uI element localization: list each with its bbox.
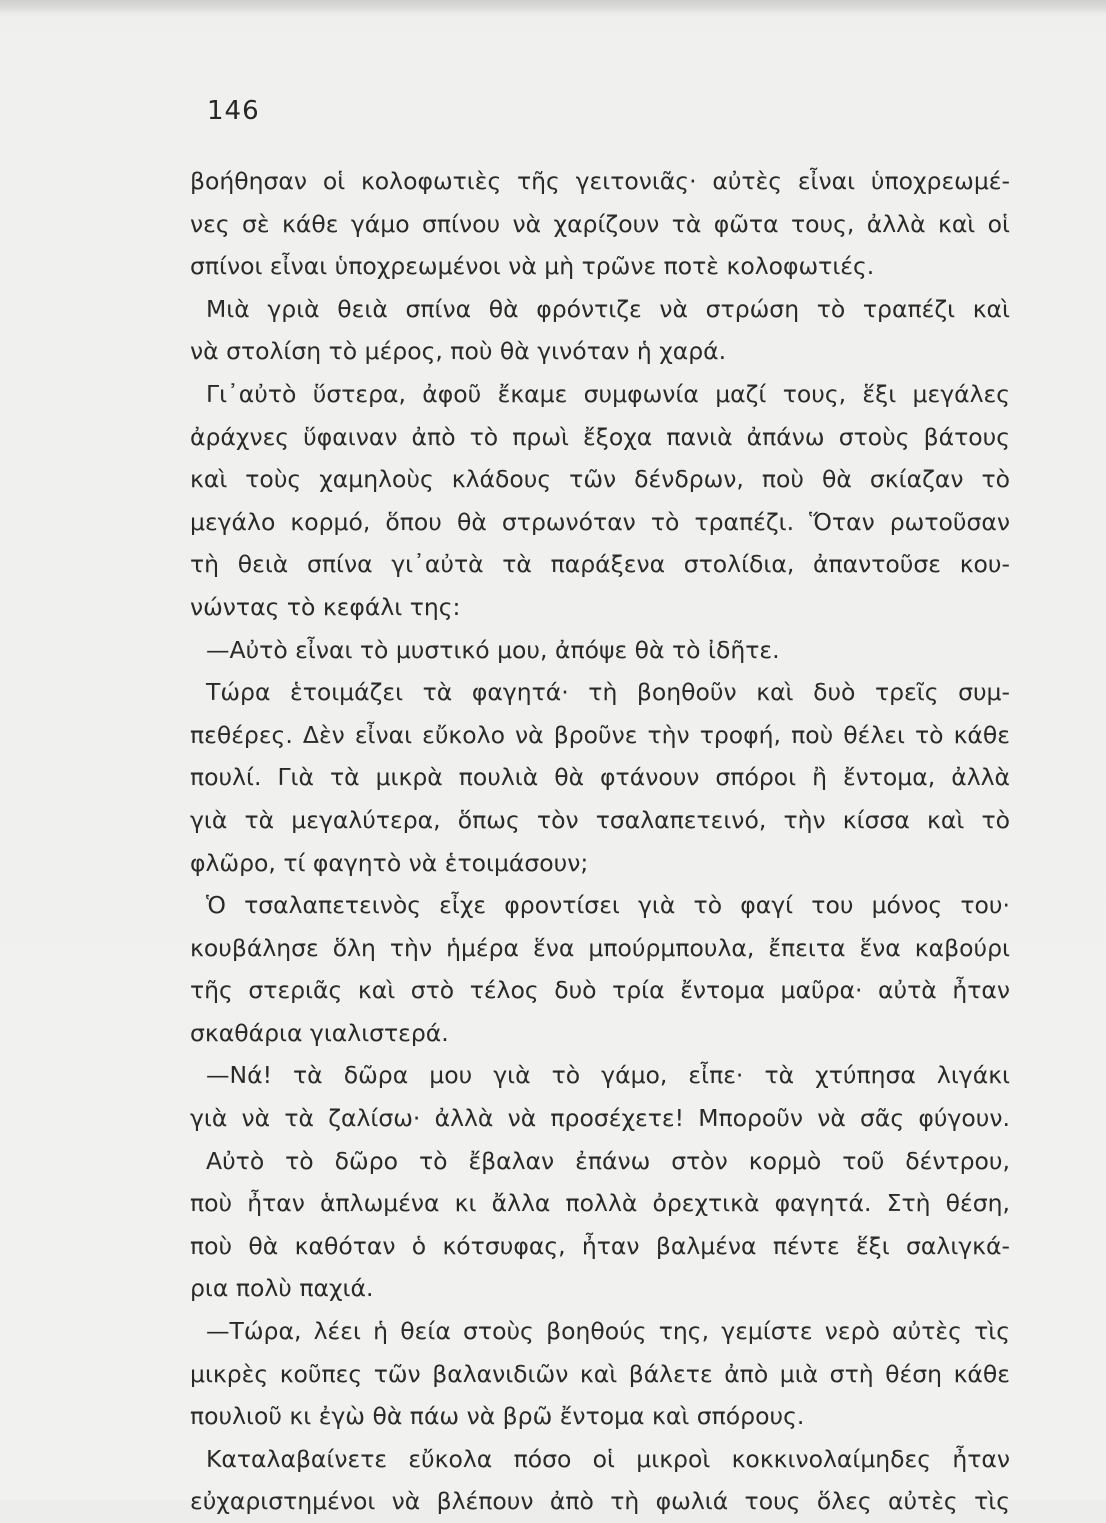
text-line: νες σὲ κάθε γάμο σπίνου νὰ χαρίζουν τὰ φῶτα τους, ἀλλὰ καὶ οἱ <box>190 209 1010 238</box>
text-line: ποὺ θὰ καθόταν ὁ κότσυφας, ἦταν βαλμένα πέντε ἕξι σαλιγκά- <box>190 1231 1010 1260</box>
text-line: ἀράχνες ὕφαιναν ἀπὸ τὸ πρωὶ ἔξοχα πανιὰ ἀπάνω στοὺς βάτους <box>190 422 1010 451</box>
body-text <box>190 160 1010 1523</box>
text-line: γιὰ νὰ τὰ ζαλίσω· ἀλλὰ νὰ προσέχετε! Μποροῦν νὰ σᾶς φύγουν. <box>190 1104 1010 1133</box>
text-line: κουβάλησε ὅλη τὴν ἡμέρα ἕνα μπούρμπουλα, ἔπειτα ἕνα καβούρι <box>190 933 1010 962</box>
text-line: —Αὐτὸ εἶναι τὸ μυστικό μου, ἀπόψε θὰ τὸ ἰδῆτε. <box>206 635 780 664</box>
text-line: Αὐτὸ τὸ δῶρο τὸ ἔβαλαν ἐπάνω στὸν κορμὸ τοῦ δέντρου, <box>206 1146 1010 1175</box>
text-line: τῆς στεριᾶς καὶ στὸ τέλος δυὸ τρία ἔντομα μαῦρα· αὐτὰ ἦταν <box>190 976 1010 1005</box>
text-line: Μιὰ γριὰ θειὰ σπίνα θὰ φρόντιζε νὰ στρώση τὸ τραπέζι καὶ <box>206 294 1010 323</box>
text-line: ποὺ ἦταν ἁπλωμένα κι ἄλλα πολλὰ ὀρεχτικὰ φαγητά. Στὴ θέση, <box>190 1189 1010 1218</box>
text-line: —Τώρα, λέει ἡ θεία στοὺς βοηθούς της, γεμίστε νερὸ αὐτὲς τὶς <box>206 1317 1010 1346</box>
text-line: μικρὲς κοῦπες τῶν βαλανιδιῶν καὶ βάλετε ἀπὸ μιὰ στὴ θέση κάθε <box>190 1359 1010 1388</box>
text-line: σπίνοι εἶναι ὑποχρεωμένοι νὰ μὴ τρῶνε ποτὲ κολοφωτιές. <box>190 252 875 281</box>
text-line: σκαθάρια γιαλιστερά. <box>190 1018 449 1047</box>
text-line: Ὁ τσαλαπετεινὸς εἶχε φροντίσει γιὰ τὸ φαγί του μόνος του· <box>206 891 1010 920</box>
text-line: φλῶρο, τί φαγητὸ νὰ ἑτοιμάσουν; <box>190 848 589 877</box>
text-line: Καταλαβαίνετε εὔκολα πόσο οἱ μικροὶ κοκκινολαίμηδες ἦταν <box>206 1444 1010 1473</box>
text-line: τὴ θειὰ σπίνα γι᾽αὐτὰ τὰ παράξενα στολίδια, ἀπαντοῦσε κου- <box>190 550 1010 579</box>
text-line: ρια πολὺ παχιά. <box>190 1274 374 1303</box>
text-line: νὰ στολίση τὸ μέρος, ποὺ θὰ γινόταν ἡ χαρά. <box>190 337 727 366</box>
text-line: πεθέρες. Δὲν εἶναι εὔκολο νὰ βροῦνε τὴν τροφή, ποὺ θέλει τὸ κάθε <box>190 720 1010 749</box>
text-line: βοήθησαν οἱ κολοφωτιὲς τῆς γειτονιᾶς· αὐτὲς εἶναι ὑποχρεωμέ- <box>190 167 1010 195</box>
scan-edge-shadow <box>0 0 1106 14</box>
text-line: μεγάλο κορμό, ὅπου θὰ στρωνόταν τὸ τραπέζι. Ὅταν ρωτοῦσαν <box>190 507 1010 536</box>
text-line: Γι᾽αὐτὸ ὕστερα, ἀφοῦ ἔκαμε συμφωνία μαζί τους, ἕξι μεγάλες <box>206 379 1010 408</box>
text-line: εὐχαριστημένοι νὰ βλέπουν ἀπὸ τὴ φωλιά τους ὅλες αὐτὲς τὶς <box>190 1487 1010 1516</box>
text-line: νώντας τὸ κεφάλι της: <box>190 592 461 621</box>
text-line: —Νά! τὰ δῶρα μου γιὰ τὸ γάμο, εἶπε· τὰ χτύπησα λιγάκι <box>206 1061 1010 1090</box>
page-number: 146 <box>207 96 260 126</box>
text-line: πουλιοῦ κι ἐγὼ θὰ πάω νὰ βρῶ ἔντομα καὶ σπόρους. <box>190 1402 805 1431</box>
text-line: γιὰ τὰ μεγαλύτερα, ὅπως τὸν τσαλαπετεινό, τὴν κίσσα καὶ τὸ <box>190 805 1010 834</box>
text-line: πουλί. Γιὰ τὰ μικρὰ πουλιὰ θὰ φτάνουν σπόροι ἢ ἔντομα, ἀλλὰ <box>190 763 1010 792</box>
text-line: Τώρα ἑτοιμάζει τὰ φαγητά· τὴ βοηθοῦν καὶ δυὸ τρεῖς συμ- <box>206 678 1010 707</box>
text-line: καὶ τοὺς χαμηλοὺς κλάδους τῶν δένδρων, ποὺ θὰ σκίαζαν τὸ <box>190 465 1010 494</box>
